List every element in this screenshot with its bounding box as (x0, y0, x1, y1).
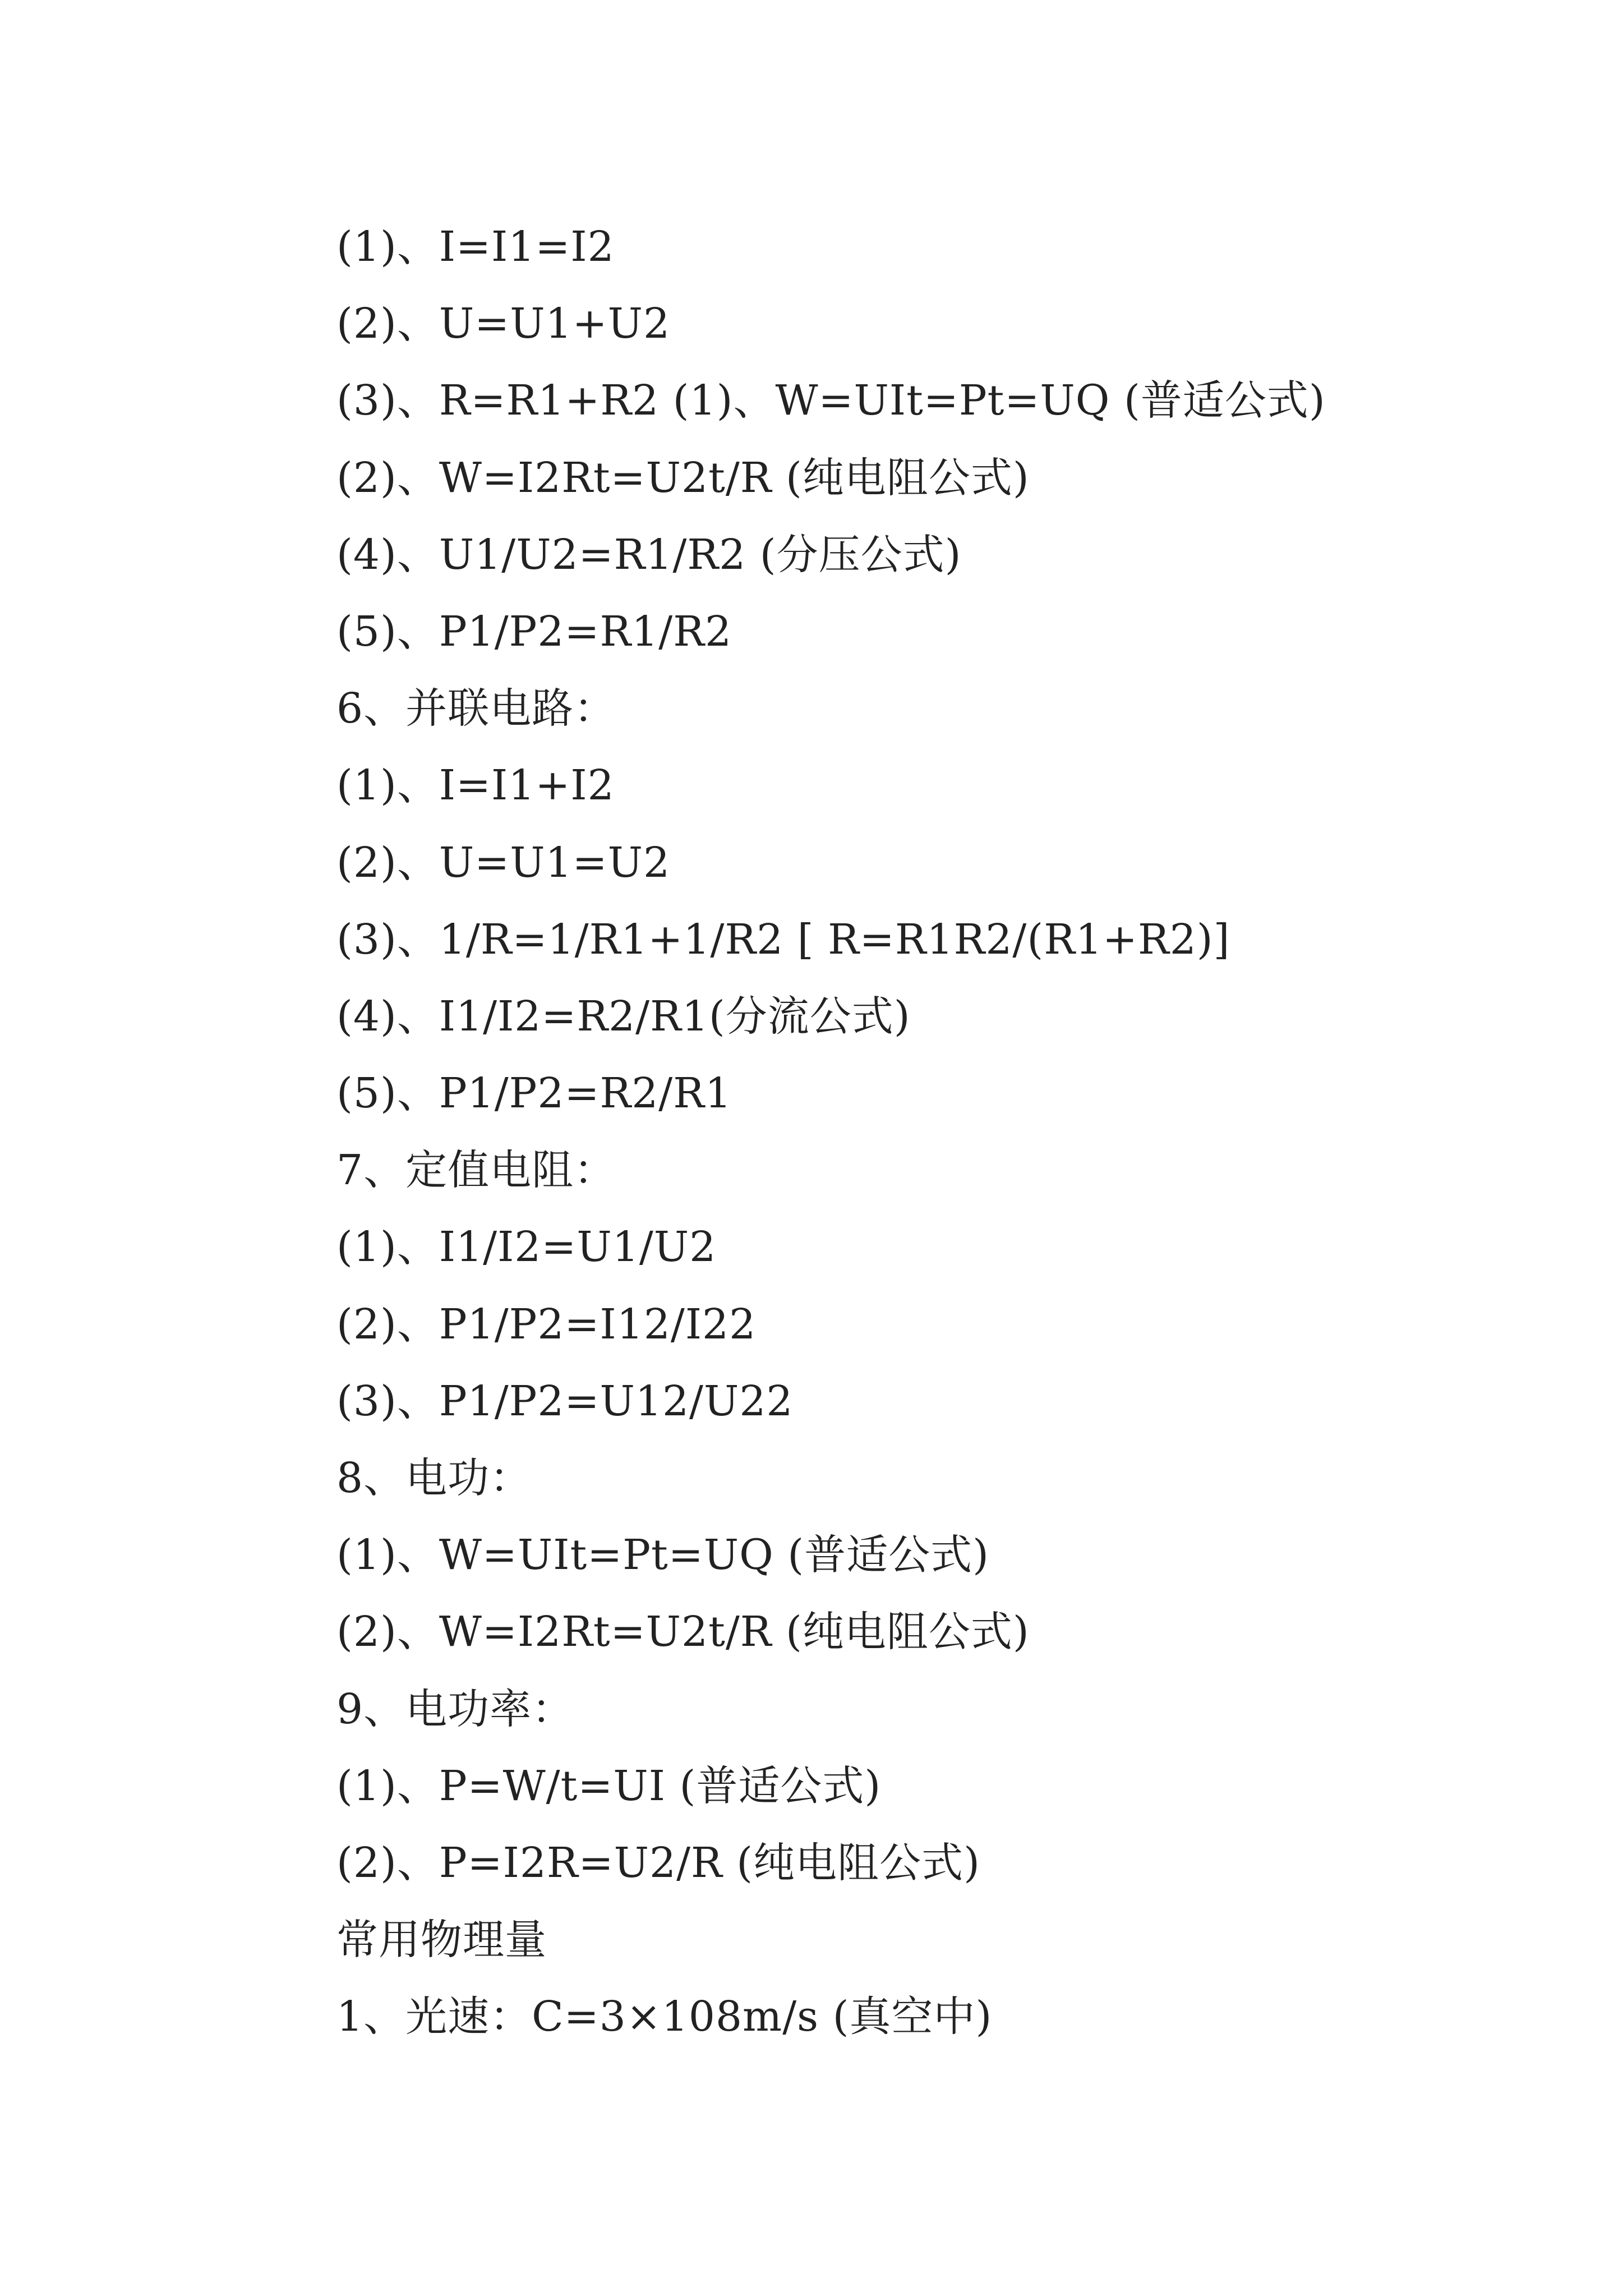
section-heading: 8、电功： (336, 1454, 532, 1502)
section-heading: 常用物理量 (336, 1916, 547, 1964)
text-line: (1)、I=I1+I2 (336, 761, 615, 810)
text-line: (1)、P=W/t=UI (普适公式) (336, 1761, 882, 1810)
text-line: (2)、P1/P2=I12/I22 (336, 1300, 757, 1349)
text-line: (3)、1/R=1/R1+1/R2 [ R=R1R2/(R1+R2)] (336, 915, 1230, 964)
text-line: (4)、U1/U2=R1/R2 (分压公式) (336, 530, 962, 579)
text-line: (1)、W=UIt=Pt=UQ (普适公式) (336, 1531, 990, 1580)
text-line: (2)、W=I2Rt=U2t/R (纯电阻公式) (336, 1608, 1030, 1657)
text-line: (4)、I1/I2=R2/R1(分流公式) (336, 992, 911, 1041)
text-line: (2)、P=I2R=U2/R (纯电阻公式) (336, 1838, 981, 1887)
text-line: 1、光速：C=3×108m/s (真空中) (336, 1993, 993, 2041)
section-heading: 6、并联电路： (336, 684, 616, 733)
text-line: (2)、U=U1=U2 (336, 838, 671, 887)
text-line: (1)、I1/I2=U1/U2 (336, 1223, 717, 1272)
text-line: (1)、I=I1=I2 (336, 223, 615, 271)
text-line: (5)、P1/P2=R1/R2 (336, 607, 732, 656)
text-line: (2)、U=U1+U2 (336, 300, 671, 348)
section-heading: 9、电功率： (336, 1685, 574, 1733)
text-line: (2)、W=I2Rt=U2t/R (纯电阻公式) (336, 453, 1030, 502)
text-line: (3)、P1/P2=U12/U22 (336, 1377, 794, 1425)
section-heading: 7、定值电阻： (336, 1146, 616, 1195)
document-body (336, 209, 1486, 2056)
text-line: (5)、P1/P2=R2/R1 (336, 1069, 732, 1118)
text-line: (3)、R=R1+R2 (1)、W=UIt=Pt=UQ (普适公式) (336, 376, 1326, 425)
